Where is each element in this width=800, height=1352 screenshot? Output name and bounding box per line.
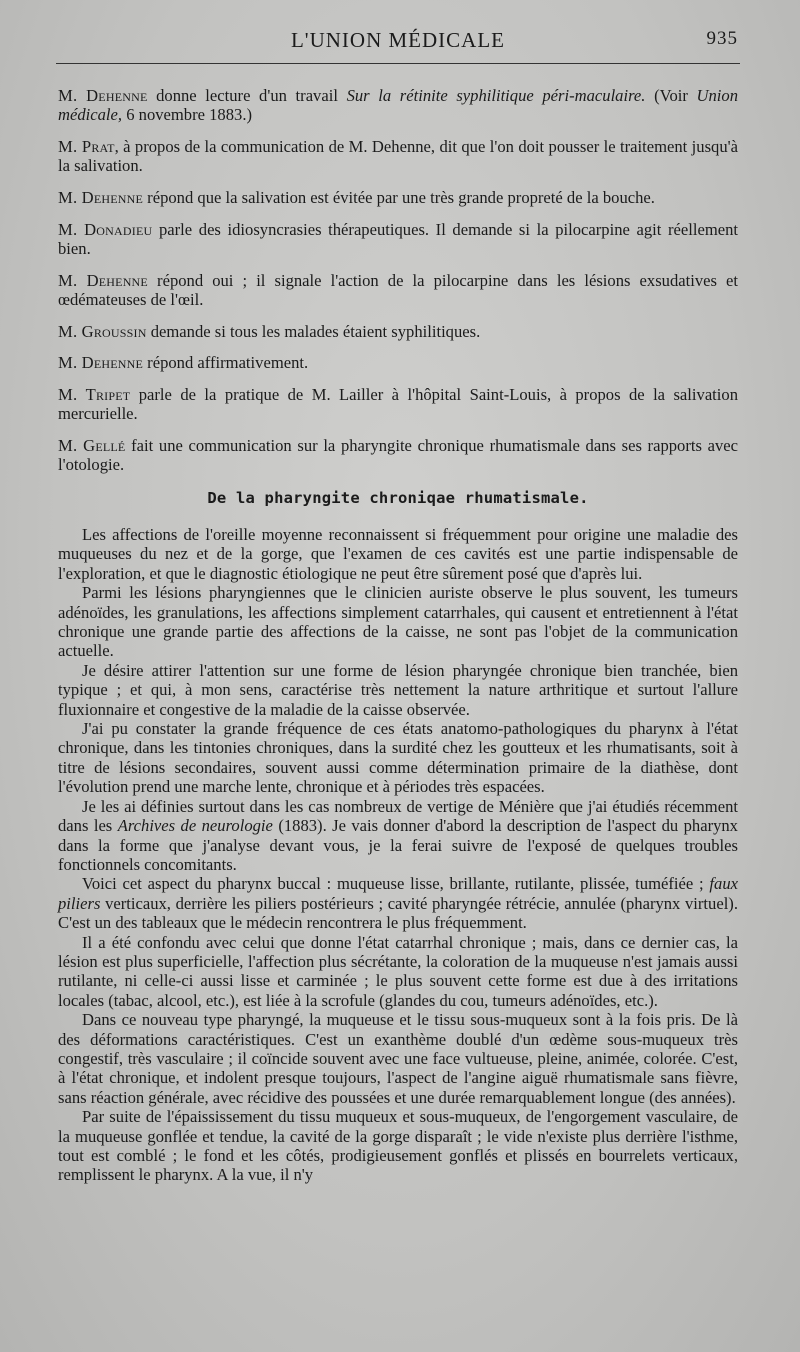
speaker-name: M. Groussin (58, 321, 147, 341)
minutes-entry: M. Groussin demande si tous les malades étaient syphilitiques. (58, 321, 481, 341)
minutes-entry: M. Dehenne donne lecture d'un travail Sur la rétinite syphilitique péri-maculaire. (Voir Union médicale, 6 novembre 1883.) (58, 86, 738, 125)
article-heading: De la pharyngite chroniqae rhumatismale. (207, 488, 589, 507)
minutes-entry: M. Dehenne répond oui ; il signale l'action de la pilocarpine dans les lésions exsudatives et œdémateuses de l'œil. (58, 270, 739, 309)
speaker-name: M. Dehenne (58, 353, 144, 373)
page-content (58, 86, 738, 1185)
header-rule (56, 63, 740, 64)
journal-reference: Archives de neurologie (117, 816, 273, 836)
minutes-entry: M. Donadieu parle des idiosyncrasies thérapeutiques. Il demande si la pilocarpine agit réellement bien. (58, 219, 738, 258)
article-paragraph: Parmi les lésions pharyngiennes que le clinicien auriste observe le plus souvent, les tumeurs adénoïdes, les granulations, les affections simplement catarrhales, qui causent et entretiennent à l'état chronique une grande partie des affections de la caisse, ne sont pas l'objet de la communication actuelle. (58, 583, 738, 661)
speaker-name: M. Dehenne (58, 86, 148, 105)
minutes-entry: M. Prat, à propos de la communication de M. Dehenne, dit que l'on doit pousser le traitement jusqu'à la salivation. (58, 137, 738, 176)
minutes-entry: M. Gellé fait une communication sur la pharyngite chronique rhumatismale dans ses rapports avec l'otologie. (58, 435, 738, 475)
journal-title: L'UNION MÉDICALE (290, 28, 505, 52)
article-paragraph: Il a été confondu avec celui que donne l'état catarrhal chronique ; mais, dans ce dernier cas, la lésion est plus superficielle, l'affection plus sécrétante, la coloration de la muqueuse n'est jamais aussi rutilante, ni celle-ci aussi lisse et carminée ; le plus souvent cette forme est due à des irritations locales (tabac, alcool, etc.), est liée à la scrofule (glandes du cou, tumeurs adénoïdes, etc.). (58, 932, 738, 1010)
speaker-name: M. Prat (58, 137, 115, 156)
speaker-name: M. Tripet (58, 384, 131, 404)
minutes-entry: M. Tripet parle de la pratique de M. Lailler à l'hôpital Saint-Louis, à propos de la salivation mercurielle. (58, 384, 738, 424)
minutes-entry: M. Dehenne répond que la salivation est évitée par une très grande propreté de la bouche. (58, 188, 655, 207)
work-title: Sur la rétinite syphilitique péri-maculaire. (346, 86, 646, 105)
article-paragraph: Voici cet aspect du pharynx buccal : muqueuse lisse, brillante, rutilante, plissée, tuméfiée ; faux piliers verticaux, derrière les piliers postérieurs ; cavité pharyngée rétrécie, annulée (pharynx virtuel). C'est un des tableaux que le médecin rencontrera le plus fréquemment. (58, 874, 738, 933)
minutes-entry: M. Dehenne répond affirmativement. (58, 353, 309, 373)
article-paragraph: Je désire attirer l'attention sur une forme de lésion pharyngée chronique bien tranchée, bien typique ; et qui, à mon sens, caractérise très nettement la nature arthritique et surtout l'allure fluxionnaire et congestive de la maladie de la caisse observée. (58, 660, 738, 719)
article-body (58, 525, 738, 1185)
page-number: 935 (706, 28, 738, 49)
speaker-name: M. Dehenne (58, 270, 148, 290)
article-paragraph: Je les ai définies surtout dans les cas nombreux de vertige de Ménière que j'ai étudiés récemment dans les Archives de neurologie (1883). Je vais donner d'abord la description de l'aspect du pharynx dans la forme que j'analyse devant vous, je la ferai suivre de l'exposé de quelques troubles fonctionnels concomitants. (58, 796, 738, 874)
journal-reference: Union médicale, (58, 86, 738, 125)
running-head (58, 26, 738, 56)
speaker-name: M. Gellé (58, 435, 126, 455)
session-minutes (58, 86, 738, 475)
speaker-name: M. Dehenne (58, 188, 144, 207)
speaker-name: M. Donadieu (58, 219, 153, 239)
article-paragraph: J'ai pu constater la grande fréquence de ces états anatomo-pathologiques du pharynx à l'état chronique, dans les tintonies chroniques, dans la surdité chez les goutteux et les rhumatisants, soit à titre de lésions secondaires, souvent aussi comme détermination primaire de la diathèse, dont l'évolution prend une marche lente, chronique et à périodes très espacées. (58, 719, 738, 797)
article-paragraph: Les affections de l'oreille moyenne reconnaissent si fréquemment pour origine une maladie des muqueuses du nez et de la gorge, que l'examen de ces cavités est une partie indispensable de l'exploration, et que le diagnostic étiologique ne peut être sûrement posé que d'après lui. (58, 525, 738, 583)
italic-term: faux piliers (58, 874, 738, 913)
article-paragraph: Dans ce nouveau type pharyngé, la muqueuse et le tissu sous-muqueux sont à la fois pris. De là des déformations caractéristiques. C'est un exanthème doublé d'un œdème sous-muqueux très congestif, très vasculaire ; il coïncide souvent avec une face vultueuse, pleine, animée, colorée. C'est, à l'état chronique, et indolent presque toujours, l'aspect de l'angine aiguë rhumatismale sans fièvre, sans réaction générale, avec récidive des poussées et une durée remarquablement longue (des années). (58, 1010, 738, 1107)
article-paragraph: Par suite de l'épaississement du tissu muqueux et sous-muqueux, de l'engorgement vasculaire, de la muqueuse gonflée et tendue, la cavité de la gorge disparaît ; le vide n'existe plus derrière l'isthme, tout est comblé ; le fond et les côtés, prodigieusement gonflés et plissés en bourrelets verticaux, remplissent le pharynx. A la vue, il n'y (58, 1107, 738, 1185)
